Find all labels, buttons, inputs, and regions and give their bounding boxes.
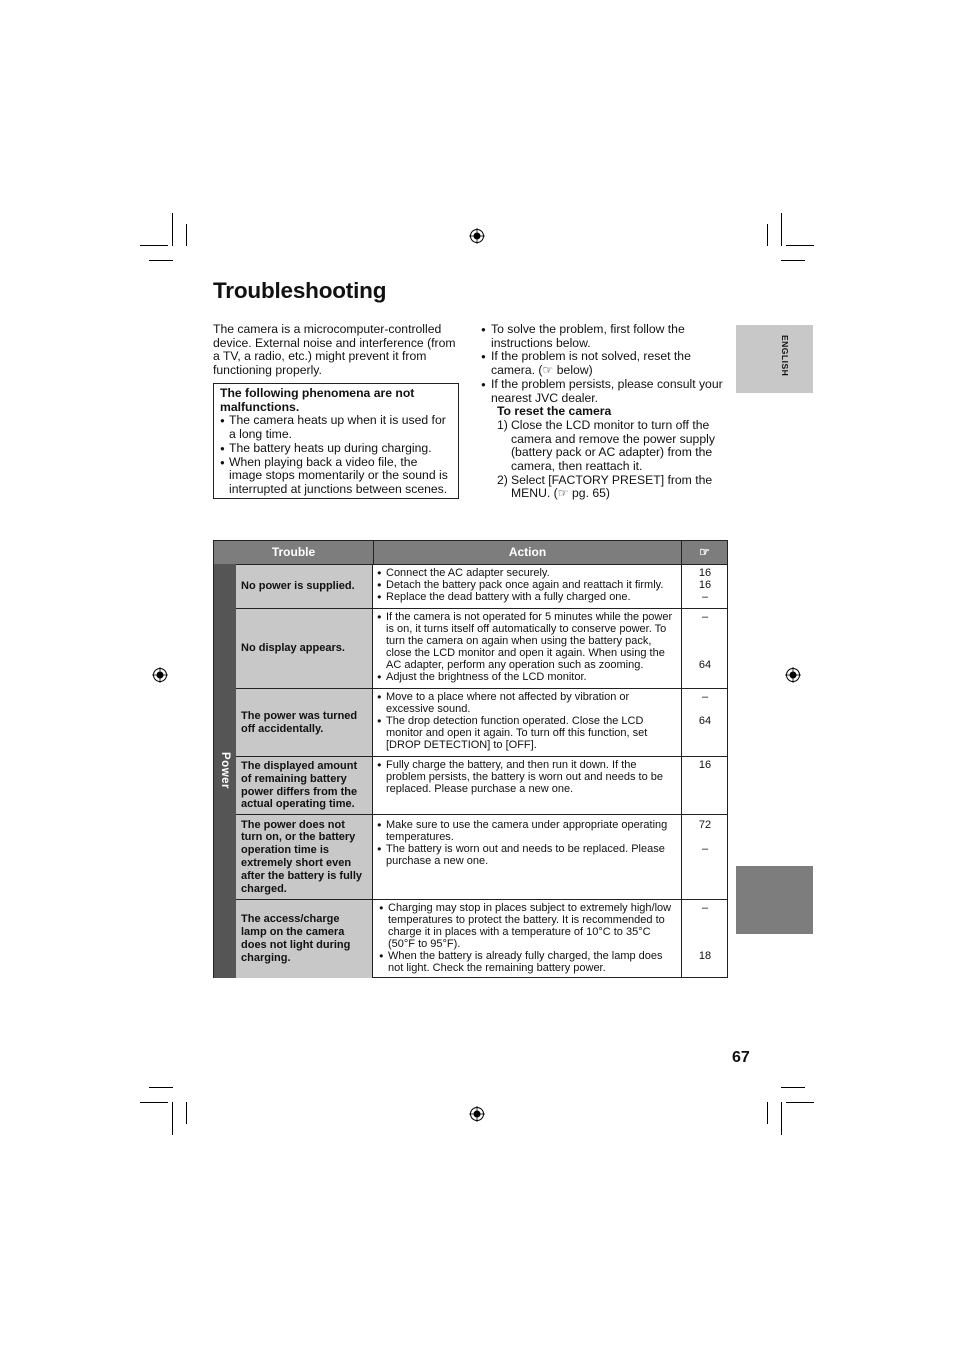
reference-icon: ☞	[699, 545, 710, 559]
action-item: ● When the battery is already fully charged, the lamp does not light. Check the remaining battery power.	[379, 950, 677, 974]
page-ref: 72	[698, 819, 712, 831]
action-item: ● Adjust the brightness of the LCD monitor.	[377, 671, 677, 683]
instructions	[481, 323, 726, 501]
note-item: ● The camera heats up when it is used for a long time.	[220, 414, 452, 441]
ref-cell	[682, 815, 728, 899]
category-label: Power	[219, 752, 231, 790]
note-box	[213, 383, 459, 499]
table-row	[236, 608, 728, 688]
header-trouble: Trouble	[214, 541, 374, 564]
instruction-item: ● If the problem persists, please consult your nearest JVC dealer.	[481, 378, 726, 405]
ref-cell	[682, 565, 728, 608]
action-item: ● Charging may stop in places subject to extremely high/low temperatures to protect the battery. It is recommended to charge it in places with a temperature of 10°C to 35°C (50°F to 95°F).	[379, 902, 677, 950]
action-item: ● Make sure to use the camera under appropriate operating temperatures.	[377, 819, 677, 843]
action-cell	[373, 900, 682, 978]
instruction-item: ● To solve the problem, first follow the instructions below.	[481, 323, 726, 350]
note-heading: The following phenomena are not malfunctions.	[220, 386, 415, 414]
trouble-cell: The power was turned off accidentally.	[236, 689, 373, 756]
action-item: ● Connect the AC adapter securely.	[377, 567, 677, 579]
reset-step	[481, 419, 726, 474]
reset-step	[481, 474, 726, 501]
action-item: ● Fully charge the battery, and then run it down. If the problem persists, the battery is worn out and needs to be replaced. Please purchase a new one.	[377, 759, 677, 795]
registration-mark-icon	[152, 667, 168, 683]
action-cell	[373, 565, 682, 608]
page-ref: –	[701, 611, 709, 623]
ref-cell	[682, 609, 728, 688]
header-action: Action	[374, 541, 682, 564]
step-number: 1)	[497, 417, 508, 432]
note-item: ● When playing back a video file, the image stops momentarily or the sound is interrupted at junctions between scenes.	[220, 456, 452, 497]
table-row	[236, 899, 728, 978]
trouble-cell: The power does not turn on, or the battery operation time is extremely short even after the battery is fully charged.	[236, 815, 373, 899]
page-ref: 16	[698, 759, 712, 771]
language-tab	[736, 325, 813, 393]
registration-mark-icon	[469, 1106, 485, 1122]
step-number: 2)	[497, 472, 508, 487]
page-ref: 16	[698, 567, 712, 579]
table-row	[236, 564, 728, 608]
action-item: ● Move to a place where not affected by vibration or excessive sound.	[377, 691, 677, 715]
ref-cell	[682, 689, 728, 756]
page-number: 67	[732, 1049, 750, 1066]
action-cell	[373, 689, 682, 756]
trouble-cell: No power is supplied.	[236, 565, 373, 608]
section-tab	[736, 866, 813, 934]
page-ref: 18	[698, 950, 712, 962]
action-cell	[373, 609, 682, 688]
ref-cell	[682, 900, 728, 978]
action-cell	[373, 815, 682, 899]
page-ref: 64	[698, 715, 712, 727]
page-title: Troubleshooting	[213, 278, 387, 303]
table-row	[236, 814, 728, 899]
action-item: ● Detach the battery pack once again and reattach it firmly.	[377, 579, 677, 591]
registration-mark-icon	[785, 667, 801, 683]
reset-title: To reset the camera	[497, 404, 612, 419]
language-tab-label: ENGLISH	[780, 335, 790, 377]
trouble-table	[213, 540, 728, 978]
page-ref: –	[701, 691, 709, 703]
category-column	[214, 564, 236, 978]
note-item: ● The battery heats up during charging.	[220, 442, 452, 456]
intro-text: The camera is a microcomputer-controlled device. External noise and interference (from a TV, a radio, etc.) might prevent it from functioning properly.	[213, 322, 456, 378]
action-item: ● The drop detection function operated. Close the LCD monitor and open it again. To turn off this function, set [DROP DETECTION] to [OFF].	[377, 715, 677, 751]
action-item: ● Replace the dead battery with a fully charged one.	[377, 591, 677, 603]
trouble-cell: The displayed amount of remaining battery power differs from the actual operating time.	[236, 757, 373, 814]
action-cell	[373, 757, 682, 814]
ref-cell	[682, 757, 728, 814]
table-row	[236, 756, 728, 814]
instruction-item: ● If the problem is not solved, reset the camera. (☞ below)	[481, 350, 726, 377]
step-text: Select [FACTORY PRESET] from the MENU. (☞ pg. 65)	[511, 472, 713, 501]
step-text: Close the LCD monitor to turn off the camera and remove the power supply (battery pack or AC adapter) from the camera, then reattach it.	[511, 417, 715, 474]
trouble-cell: The access/charge lamp on the camera does not light during charging.	[236, 900, 373, 978]
page-ref: –	[701, 843, 709, 855]
page-ref: 64	[698, 659, 712, 671]
header-ref	[682, 541, 727, 564]
page-ref: –	[701, 591, 709, 603]
trouble-cell: No display appears.	[236, 609, 373, 688]
registration-mark-icon	[469, 228, 485, 244]
table-row	[236, 688, 728, 756]
action-item: ● If the camera is not operated for 5 minutes while the power is on, it turns itself off automatically to conserve power. To turn the camera on again when using the battery pack, close the LCD monitor and open it again. When using the AC adapter, perform any operation such as zooming.	[377, 611, 677, 671]
action-item: ● The battery is worn out and needs to be replaced. Please purchase a new one.	[377, 843, 677, 867]
page-ref: 16	[698, 579, 712, 591]
page-ref: –	[701, 902, 709, 914]
